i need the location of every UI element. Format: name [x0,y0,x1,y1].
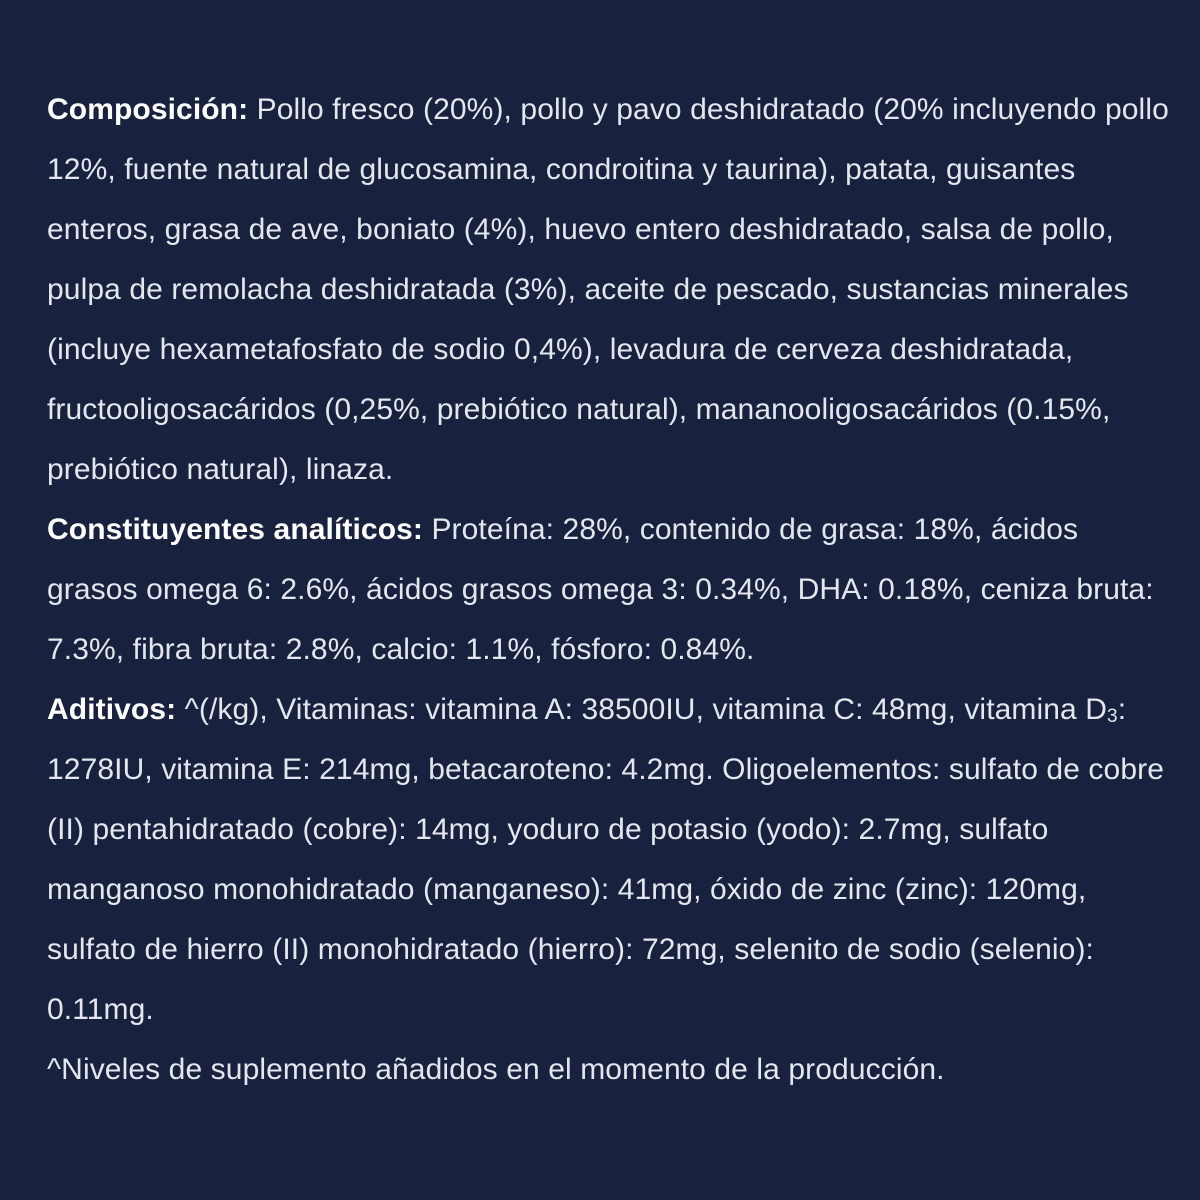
analytical-constituents-text: Proteína: 28%, contenido de grasa: 18%, ácidos grasos omega 6: 2.6%, ácidos grasos omega 3: 0.34%, DHA: 0.18%, ceniza bruta: 7.3%, fibra bruta: 2.8%, calcio: 1.1%, fósforo: 0.84%. [47,513,1154,666]
additives-section [47,680,1170,1040]
composition-text: Pollo fresco (20%), pollo y pavo deshidratado (20% incluyendo pollo 12%, fuente natural de glucosamina, condroitina y taurina), patata, guisantes enteros, grasa de ave, boniato (4%), huevo entero deshidratado, salsa de pollo, pulpa de remolacha deshidratada (3%), aceite de pescado, sustancias minerales (incluye hexametafosfato de sodio 0,4%), levadura de cerveza deshidratada, fructooligosacáridos (0,25%, prebiótico natural), mananooligosacáridos (0.15%, prebiótico natural), linaza. [47,93,1169,486]
additives-label: Aditivos: [47,693,177,726]
additives-text-part-1: ^(/kg), Vitaminas: vitamina A: 38500IU, vitamina C: 48mg, vitamina D [176,693,1108,726]
supplement-footnote: ^Niveles de suplemento añadidos en el momento de la producción. [47,1053,945,1086]
analytical-constituents-section [47,500,1170,680]
composition-section [47,80,1170,500]
analytical-constituents-label: Constituyentes analíticos: [47,513,424,546]
composition-label: Composición: [47,93,249,126]
vitamin-d-subscript: 3 [1107,706,1118,727]
additives-text-part-2: : 1278IU, vitamina E: 214mg, betacaroteno: 4.2mg. Oligoelementos: sulfato de cobre (II) pentahidratado (cobre): 14mg, yoduro de potasio (yodo): 2.7mg, sulfato manganoso monohidratado (manganeso): 41mg, óxido de zinc (zinc): 120mg, sulfato de hierro (II) monohidratado (hierro): 72mg, selenito de sodio (selenio): 0.11mg. [47,693,1164,1026]
